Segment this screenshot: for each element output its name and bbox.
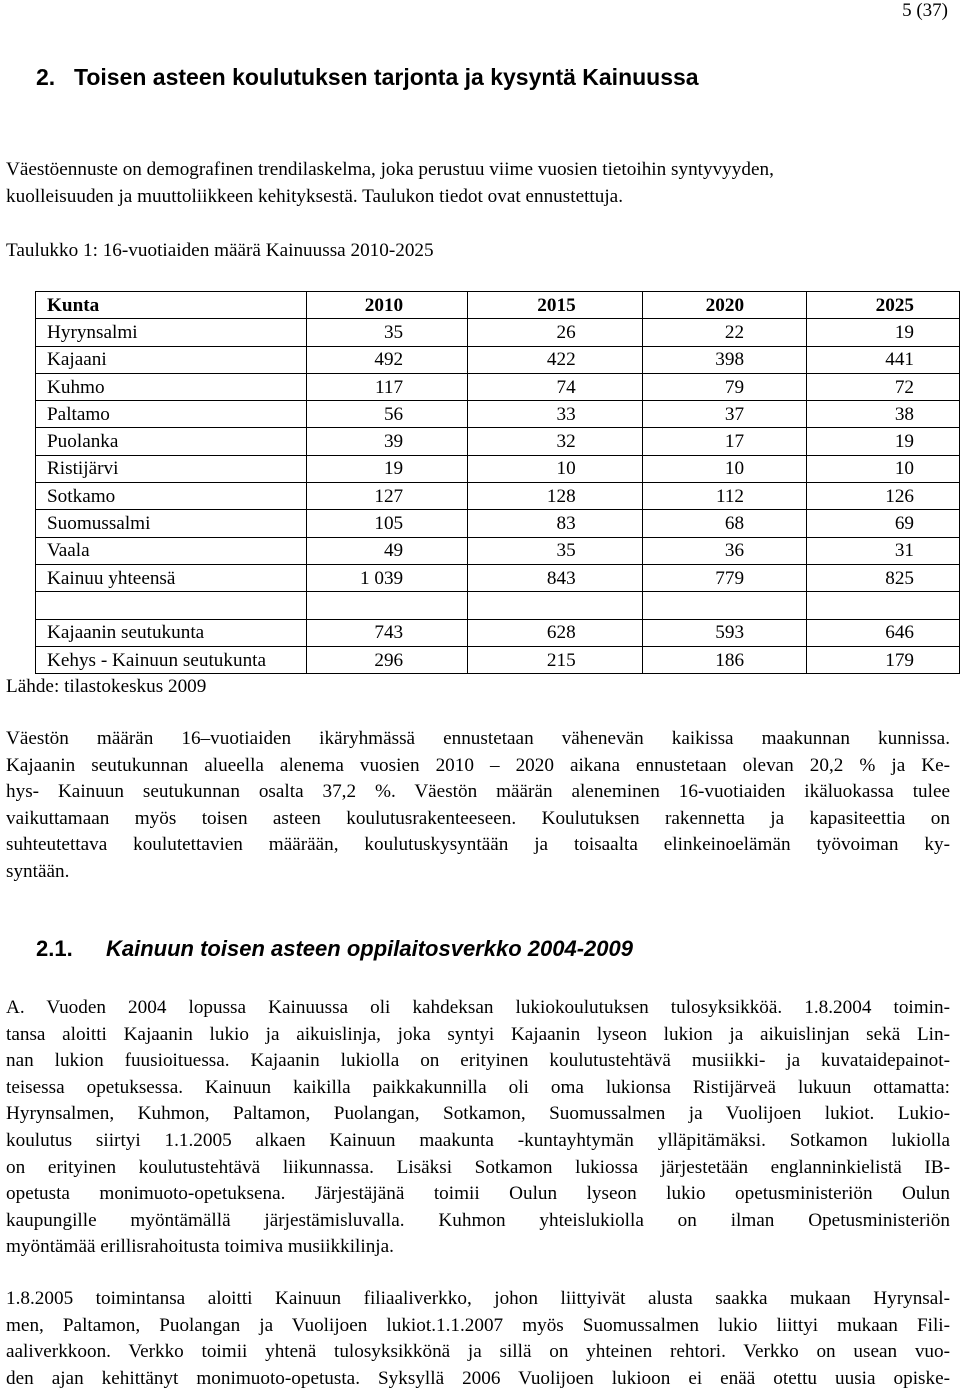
cell-2025: 646 xyxy=(807,619,960,646)
cell-2025: 72 xyxy=(807,373,960,400)
text-line: teisessa opetuksessa. Kainuun kaikilla paikkakunnilla oli oma lukionsa Ristijärveä lukuun ottamatta: xyxy=(6,1076,950,1098)
section-heading xyxy=(36,62,699,92)
cell-kunta: Kajaanin seutukunta xyxy=(36,619,307,646)
intro-line: kuolleisuuden ja muuttoliikkeen kehityksestä. Taulukon tiedot ovat ennustettuja. xyxy=(6,185,623,207)
cell-2010: 1 039 xyxy=(307,564,468,591)
cell-2020: 593 xyxy=(642,619,806,646)
cell-2020: 36 xyxy=(642,537,806,564)
cell-kunta: Suomussalmi xyxy=(36,510,307,537)
table-row xyxy=(36,564,960,591)
table-row xyxy=(36,592,960,619)
cell-2010 xyxy=(307,592,468,619)
cell-2015: 74 xyxy=(468,373,643,400)
table-row xyxy=(36,537,960,564)
cell-2015: 26 xyxy=(468,319,643,346)
cell-2010: 56 xyxy=(307,401,468,428)
text-line: tansa aloitti Kajaanin lukio ja aikuislinja, joka syntyi Kajaanin lyseon lukion ja aikuislinjan sekä Lin- xyxy=(6,1023,950,1045)
cell-2010: 39 xyxy=(307,428,468,455)
text-line: kaupungille myöntämällä järjestämisluvalla. Kuhmon yhteislukiolla on ilman Opetusministeriön xyxy=(6,1209,950,1231)
cell-2015: 32 xyxy=(468,428,643,455)
table-row xyxy=(36,510,960,537)
text-line: aaliverkkoon. Verkko toimii yhtenä tulosyksikkönä ja sillä on yhteinen rehtori. Verkko on usean vuo- xyxy=(6,1341,950,1363)
subsection-heading xyxy=(36,934,633,964)
cell-2015: 843 xyxy=(468,564,643,591)
table-row xyxy=(36,619,960,646)
text-line: nan lukion fuusioituessa. Kajaanin lukiolla on erityinen koulutustehtävä musiikki- ja kuvataidepainot- xyxy=(6,1050,950,1072)
cell-2015: 128 xyxy=(468,483,643,510)
subsection-title: Kainuun toisen asteen oppilaitosverkko 2004-2009 xyxy=(106,936,633,961)
cell-2015: 10 xyxy=(468,455,643,482)
table-row xyxy=(36,346,960,373)
text-line: Kajaanin seutukunnan alueella alenema vuosien 2010 – 2020 aikana ennustetaan olevan 20,2 % ja Ke- xyxy=(6,754,950,776)
table-row xyxy=(36,455,960,482)
cell-2010: 743 xyxy=(307,619,468,646)
cell-2020: 112 xyxy=(642,483,806,510)
table-row xyxy=(36,428,960,455)
cell-2015: 215 xyxy=(468,646,643,673)
cell-2020: 68 xyxy=(642,510,806,537)
section-paragraph xyxy=(6,995,950,1261)
cell-2020: 398 xyxy=(642,346,806,373)
table-row xyxy=(36,373,960,400)
cell-kunta: Vaala xyxy=(36,537,307,564)
cell-kunta: Kehys - Kainuun seutukunta xyxy=(36,646,307,673)
header-2020: 2020 xyxy=(642,292,806,319)
text-line: Väestön määrän 16–vuotiaiden ikäryhmässä ennustetaan vähenevän kaikissa maakunnan kunnissa. xyxy=(6,728,950,749)
table-row xyxy=(36,483,960,510)
header-2015: 2015 xyxy=(468,292,643,319)
cell-2015: 628 xyxy=(468,619,643,646)
cell-kunta: Paltamo xyxy=(36,401,307,428)
table-caption: Taulukko 1: 16-vuotiaiden määrä Kainuussa 2010-2025 xyxy=(6,240,434,261)
text-line: opetusta monimuoto-opetuksena. Järjestäjänä toimii Oulun lyseon lukio opetusministeriön Oulun xyxy=(6,1183,950,1205)
text-line: myöntämää erillisrahoitusta toimiva musiikkilinja. xyxy=(6,1236,394,1258)
header-2025: 2025 xyxy=(807,292,960,319)
table-header-row xyxy=(36,292,960,319)
cell-2025: 126 xyxy=(807,483,960,510)
text-line: on erityinen koulutustehtävä liikunnassa. Lisäksi Sotkamon lukiossa järjestetään englanninkielistä IB- xyxy=(6,1156,950,1178)
cell-kunta: Hyrynsalmi xyxy=(36,319,307,346)
header-2010: 2010 xyxy=(307,292,468,319)
table-row xyxy=(36,401,960,428)
text-line: syntään. xyxy=(6,860,70,882)
cell-2010: 105 xyxy=(307,510,468,537)
population-table xyxy=(35,291,960,674)
cell-2015: 33 xyxy=(468,401,643,428)
cell-2025: 825 xyxy=(807,564,960,591)
cell-2010: 49 xyxy=(307,537,468,564)
analysis-paragraph xyxy=(6,726,950,886)
cell-2025: 38 xyxy=(807,401,960,428)
cell-2010: 19 xyxy=(307,455,468,482)
cell-2020: 79 xyxy=(642,373,806,400)
text-line: A. Vuoden 2004 lopussa Kainuussa oli kahdeksan lukiokoulutuksen tulosyksikköä. 1.8.2004 toimin- xyxy=(6,997,950,1018)
cell-2015: 422 xyxy=(468,346,643,373)
cell-kunta xyxy=(36,592,307,619)
cell-2025: 69 xyxy=(807,510,960,537)
text-line: 1.8.2005 toimintansa aloitti Kainuun filiaaliverkko, johon liittyivät alusta saakka mukaan Hyrynsal- xyxy=(6,1288,950,1309)
cell-2010: 296 xyxy=(307,646,468,673)
cell-2025: 179 xyxy=(807,646,960,673)
section-number: 2. xyxy=(36,64,56,90)
cell-2020: 37 xyxy=(642,401,806,428)
cell-2025: 31 xyxy=(807,537,960,564)
cell-kunta: Puolanka xyxy=(36,428,307,455)
cell-2015 xyxy=(468,592,643,619)
text-line: hys- Kainuun seutukunnan osalta 37,2 %. Väestön määrän aleneminen 16-vuotiaiden ikäluokassa tulee xyxy=(6,781,950,803)
cell-2020: 17 xyxy=(642,428,806,455)
text-line: men, Paltamon, Puolangan ja Vuolijoen lukiot.1.1.2007 myös Suomussalmen lukio liittyi mukaan Fili- xyxy=(6,1314,950,1336)
intro-paragraph xyxy=(6,157,950,210)
cell-2020: 779 xyxy=(642,564,806,591)
cell-2025: 10 xyxy=(807,455,960,482)
cell-2025: 19 xyxy=(807,428,960,455)
table-source: Lähde: tilastokeskus 2009 xyxy=(6,676,207,697)
text-line: vaikuttamaan myös toisen asteen koulutusrakenteeseen. Koulutuksen rakennetta ja kapasiteettia on xyxy=(6,807,950,829)
cell-2020 xyxy=(642,592,806,619)
intro-line: Väestöennuste on demografinen trendilaskelma, joka perustuu viime vuosien tietoihin syntyvyyden, xyxy=(6,159,774,180)
text-line: den ajan kehittänyt monimuoto-opetusta. Syksyllä 2006 Vuolijoen lukioon ei enää otettu uusia opiske- xyxy=(6,1367,950,1389)
table-row xyxy=(36,646,960,673)
cell-2010: 127 xyxy=(307,483,468,510)
cell-kunta: Kainuu yhteensä xyxy=(36,564,307,591)
cell-2020: 22 xyxy=(642,319,806,346)
table-body xyxy=(36,319,960,674)
cell-2025 xyxy=(807,592,960,619)
header-kunta: Kunta xyxy=(36,292,307,319)
cell-2025: 19 xyxy=(807,319,960,346)
table-row xyxy=(36,319,960,346)
cell-2010: 117 xyxy=(307,373,468,400)
page-number: 5 (37) xyxy=(902,0,948,21)
cell-2025: 441 xyxy=(807,346,960,373)
text-line: suhteutettava koulutettavien määrään, koulutuskysyntään ja toisaalta elinkeinoelämän työvoiman ky- xyxy=(6,834,950,856)
cell-kunta: Sotkamo xyxy=(36,483,307,510)
cell-2020: 10 xyxy=(642,455,806,482)
cell-2015: 35 xyxy=(468,537,643,564)
cell-2010: 492 xyxy=(307,346,468,373)
text-line: koulutus siirtyi 1.1.2005 alkaen Kainuun maakunta -kuntayhtymän ylläpitämäksi. Sotkamon lukiolla xyxy=(6,1129,950,1151)
cell-kunta: Ristijärvi xyxy=(36,455,307,482)
subsection-number: 2.1. xyxy=(36,936,73,961)
cell-2015: 83 xyxy=(468,510,643,537)
text-line: Hyrynsalmen, Kuhmon, Paltamon, Puolangan, Sotkamon, Suomussalmen ja Vuolijoen lukiot. Lukio- xyxy=(6,1103,950,1125)
section-paragraph-2 xyxy=(6,1286,950,1392)
cell-2010: 35 xyxy=(307,319,468,346)
cell-kunta: Kuhmo xyxy=(36,373,307,400)
cell-kunta: Kajaani xyxy=(36,346,307,373)
cell-2020: 186 xyxy=(642,646,806,673)
section-title: Toisen asteen koulutuksen tarjonta ja kysyntä Kainuussa xyxy=(74,64,699,90)
